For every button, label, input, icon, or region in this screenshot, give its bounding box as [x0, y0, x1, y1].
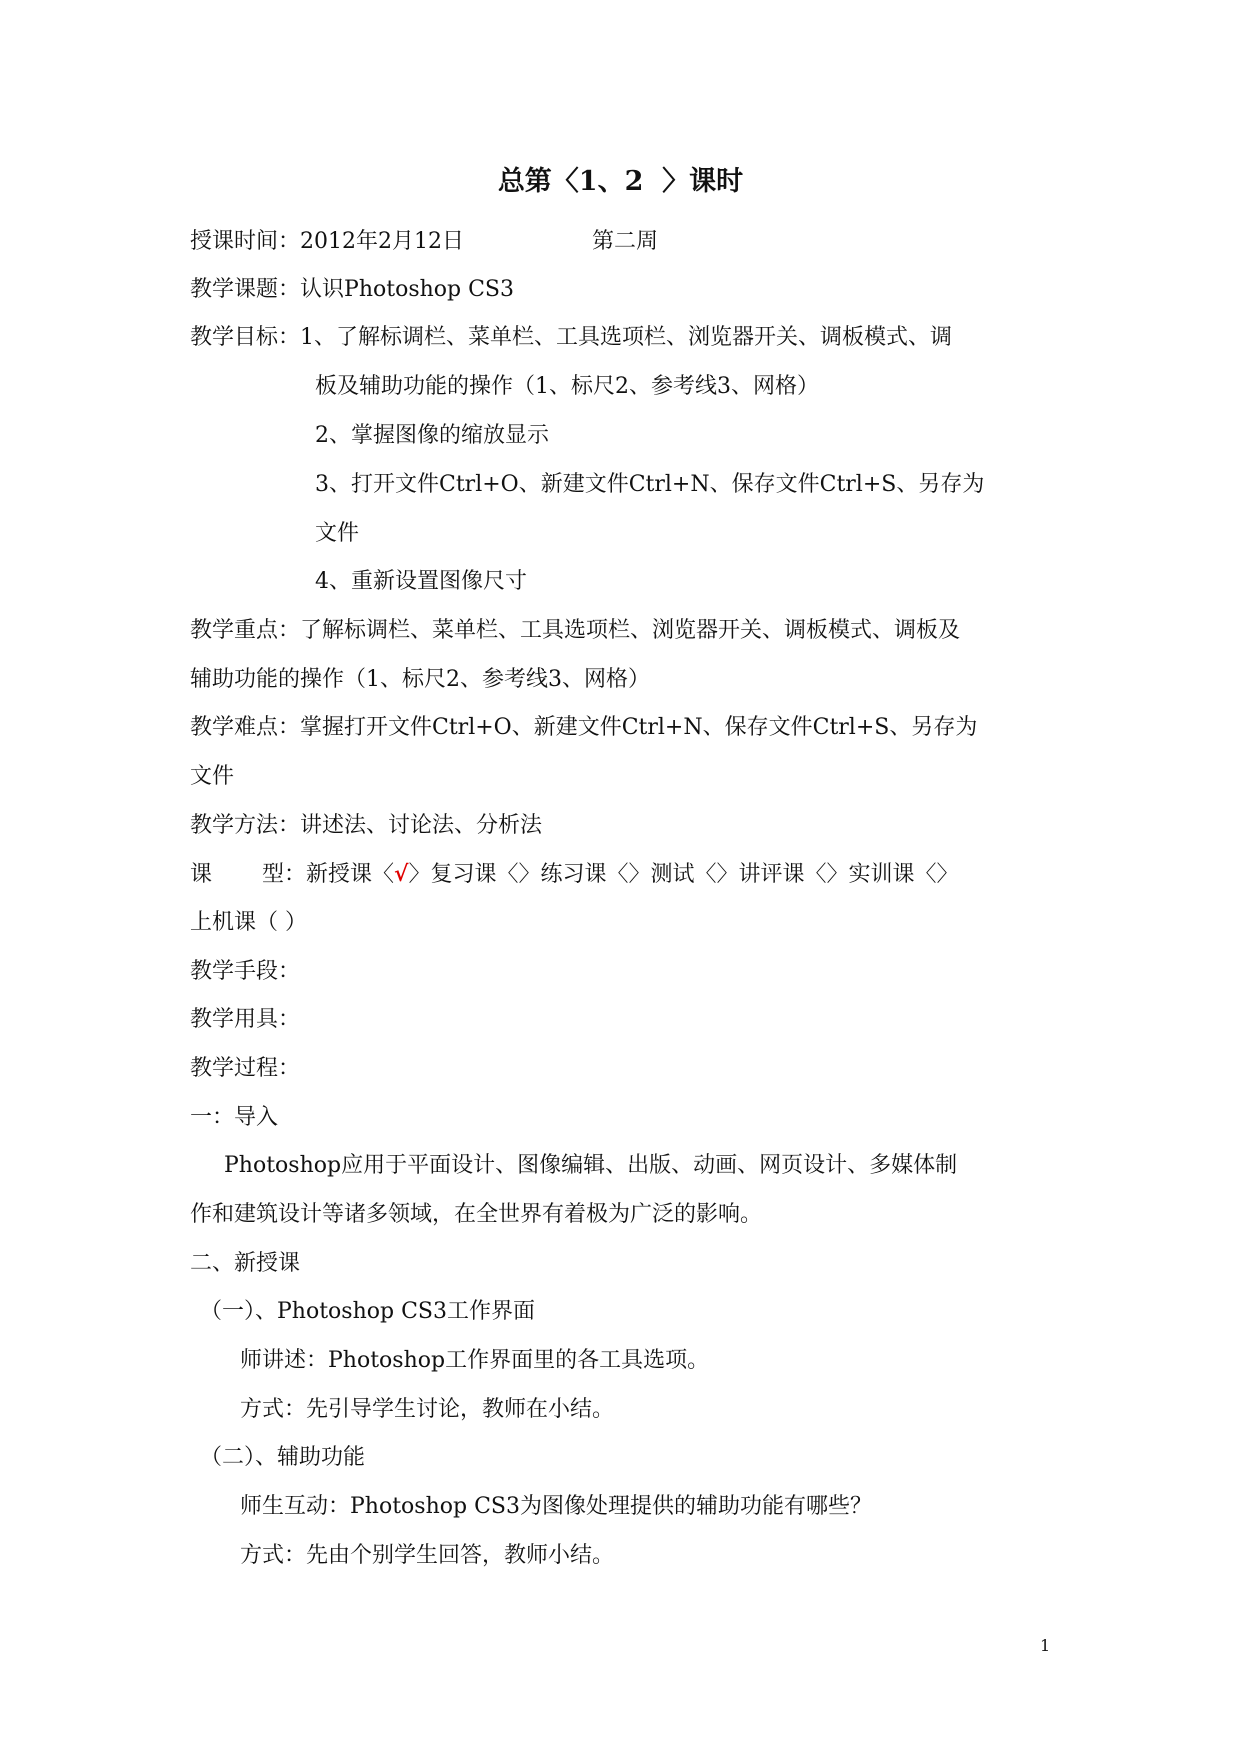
lesson-type-new: 新授课〈	[306, 862, 395, 887]
goals-line-1	[190, 322, 952, 354]
sub2-interact: 师生互动：Photoshop CS3为图像处理提供的辅助功能有哪些？	[240, 1494, 872, 1519]
sub1-mode: 方式：先引导学生讨论，教师在小结。	[240, 1397, 615, 1422]
goals-label: 教学目标：	[190, 325, 301, 350]
lesson-type-line-2: 上机课（ ）	[190, 910, 307, 935]
methods-line: 教学方法：讲述法、讨论法、分析法	[190, 813, 543, 838]
teach-time-line	[190, 226, 658, 258]
key-points-b: 辅助功能的操作（1、标尺2、参考线3、网格）	[190, 667, 650, 692]
sub2-title: （二）、辅助功能	[200, 1445, 366, 1470]
goal-2: 2、掌握图像的缩放显示	[315, 423, 549, 448]
sub2-mode: 方式：先由个别学生回答，教师小结。	[240, 1543, 615, 1568]
goal-3a: 3、打开文件Ctrl+O、新建文件Ctrl+N、保存文件Ctrl+S、另存为	[315, 472, 985, 497]
goal-4: 4、重新设置图像尺寸	[315, 569, 527, 594]
lesson-type-line	[190, 858, 959, 891]
teach-time-date: 2012年2月12日	[300, 229, 464, 254]
section-new-lesson-heading: 二、新授课	[190, 1251, 301, 1276]
teach-time-label: 授课时间：	[190, 229, 301, 254]
difficulties-b: 文件	[190, 764, 235, 789]
sub1-title: （一）、Photoshop CS3工作界面	[200, 1299, 535, 1324]
key-points-a: 教学重点：了解标调栏、菜单栏、工具选项栏、浏览器开关、调板模式、调板及	[190, 618, 961, 643]
teaching-tools: 教学用具：	[190, 1007, 301, 1032]
intro-paragraph-a: Photoshop应用于平面设计、图像编辑、出版、动画、网页设计、多媒体制	[224, 1153, 958, 1178]
topic-value: 认识Photoshop CS3	[300, 277, 515, 302]
goal-1a: 1、了解标调栏、菜单栏、工具选项栏、浏览器开关、调板模式、调	[300, 325, 953, 350]
intro-paragraph-b: 作和建筑设计等诸多领域，在全世界有着极为广泛的影响。	[190, 1202, 763, 1227]
topic-label: 教学课题：	[190, 277, 301, 302]
topic-line	[190, 274, 514, 306]
teaching-means: 教学手段：	[190, 959, 301, 984]
difficulties-a: 教学难点：掌握打开文件Ctrl+O、新建文件Ctrl+N、保存文件Ctrl+S、另存为	[190, 715, 978, 740]
lesson-type-label-b: 型：	[262, 862, 307, 887]
teaching-process: 教学过程：	[190, 1056, 301, 1081]
teach-week: 第二周	[592, 229, 659, 254]
lesson-title: 总第〈1、2 〉课时	[497, 166, 744, 197]
section-intro-heading: 一：导入	[190, 1105, 279, 1130]
page-number: 1	[1040, 1636, 1051, 1655]
goal-1b: 板及辅助功能的操作（1、标尺2、参考线3、网格）	[315, 374, 819, 399]
lesson-type-options: 〉复习课〈〉练习课〈〉测试〈〉讲评课〈〉实训课〈〉	[408, 862, 959, 887]
goal-3b: 文件	[315, 521, 360, 546]
lesson-type-label-a: 课	[190, 862, 213, 887]
checkmark-icon: √	[394, 861, 409, 887]
sub1-teacher: 师讲述：Photoshop工作界面里的各工具选项。	[240, 1348, 710, 1373]
